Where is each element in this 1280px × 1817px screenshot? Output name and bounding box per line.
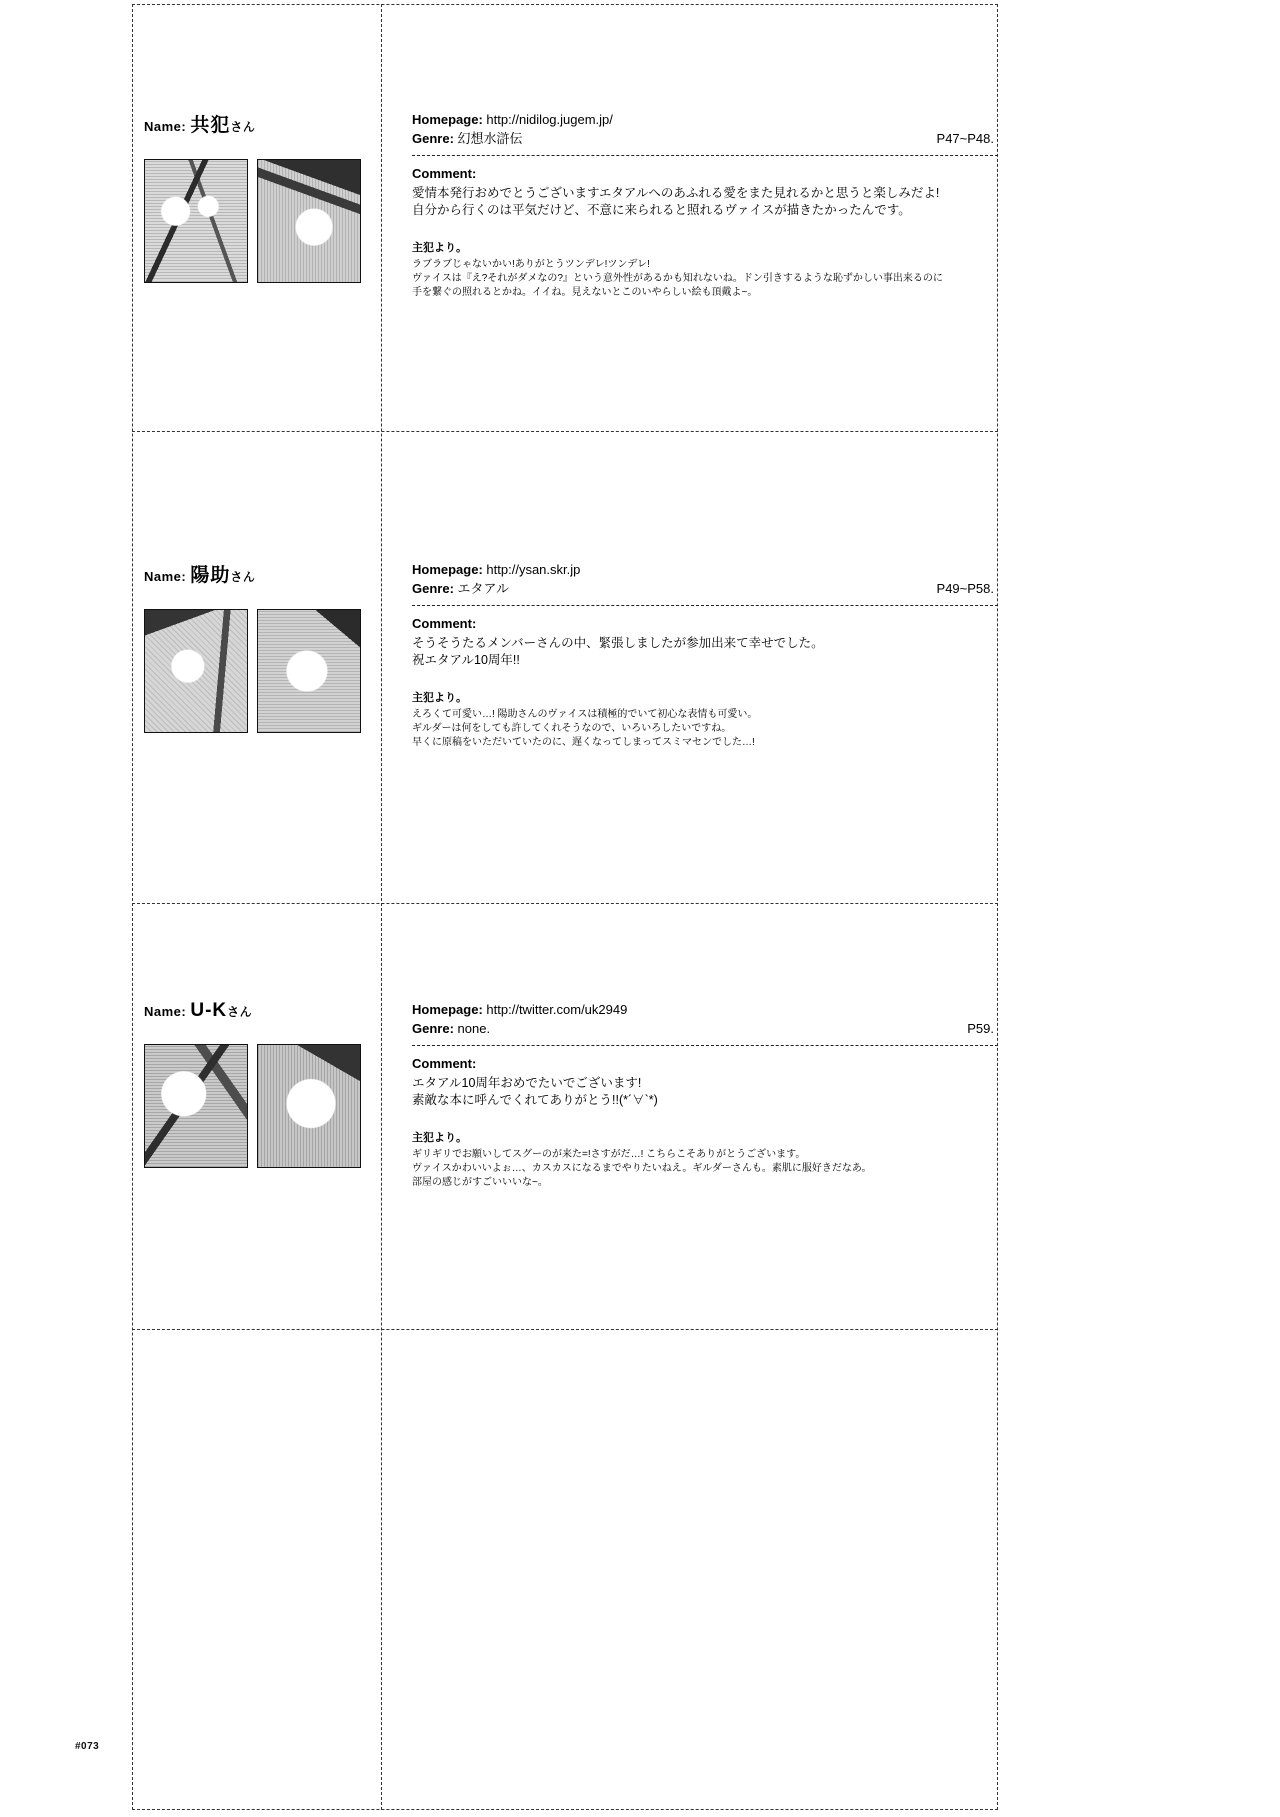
contributor-details [412,560,998,750]
contributor-details [412,1000,998,1190]
comment-line: 自分から行くのは平気だけど、不意に来られると照れるヴァイスが描きたかったんです。 [412,203,911,217]
genre-value: エタアル [457,581,510,596]
reply-line: ヴァイスかわいいよぉ…、カスカスになるまでやりたいねえ。ギルダーさんも。素肌に服好きだなあ。 [412,1163,872,1174]
contributor-name-block [132,560,381,733]
artwork-thumbnail [257,609,361,733]
artwork-thumbnail [257,1044,361,1168]
contributor-name-block [132,110,381,283]
reply-label: 主犯より。 [412,692,467,704]
contributor-name: 陽助 [190,565,231,586]
homepage-url[interactable]: http://ysan.skr.jp [486,562,581,577]
comment-label: Comment: [412,616,477,631]
reply-line: 手を繋ぐの照れるとかね。イイね。見えないとこのいやらしい絵も頂戴よ~。 [412,287,758,298]
contributor-details [412,110,998,300]
name-label: Name: [144,569,187,584]
genre-value: none. [457,1021,491,1036]
reply-line: 早くに原稿をいただいていたのに、遅くなってしまってスミマセンでした…! [412,737,755,748]
homepage-url[interactable]: http://nidilog.jugem.jp/ [486,112,613,127]
dashed-rule [412,155,998,156]
homepage-line [412,560,998,579]
comment-line: 素敵な本に呼んでくれてありがとう!!(*´∀`*) [412,1093,658,1107]
reply-line: 部屋の感じがすごいいいな~。 [412,1177,548,1188]
reply-body [412,708,998,750]
row-separator-1 [132,431,998,432]
thumbnail-row [132,159,381,283]
genre-label: Genre: [412,131,454,146]
genre-label: Genre: [412,581,454,596]
artwork-thumbnail [257,159,361,283]
comment-line: 祝エタアル10周年!! [412,653,520,667]
artwork-thumbnail [144,159,248,283]
name-label: Name: [144,1004,187,1019]
contributor-name-line [132,560,381,587]
homepage-label: Homepage: [412,112,483,127]
dashed-rule [412,605,998,606]
genre-label: Genre: [412,1021,454,1036]
thumbnail-row [132,1044,381,1168]
contributor-honorific: さん [227,1005,253,1019]
page-range: P59. [967,1021,994,1036]
reply-body [412,258,998,300]
homepage-label: Homepage: [412,562,483,577]
page-range: P49~P58. [936,581,994,596]
artwork-image [258,610,360,732]
artwork-image [145,1045,247,1167]
artwork-thumbnail [144,609,248,733]
column-divider [381,4,382,1810]
reply-line: えろくて可愛い…! 陽助さんのヴァイスは積極的でいて初心な表情も可愛い。 [412,709,758,720]
contributor-name-line [132,110,381,137]
row-separator-3 [132,1329,998,1330]
reply-label: 主犯より。 [412,1132,467,1144]
row-separator-2 [132,903,998,904]
page-folio: #073 [75,1741,100,1752]
genre-value: 幻想水滸伝 [457,131,523,146]
contributor-name-block [132,1000,381,1168]
homepage-label: Homepage: [412,1002,483,1017]
comment-line: そうそうたるメンバーさんの中、緊張しましたが参加出来て幸せでした。 [412,636,824,650]
page-range: P47~P48. [936,131,994,146]
reply-line: ヴァイスは『え?それがダメなの?』という意外性があるかも知れないね。ドン引きするような恥ずかしい事出来るのに [412,273,943,284]
artwork-image [145,160,247,282]
homepage-url[interactable]: http://twitter.com/uk2949 [486,1002,628,1017]
comment-body [412,1075,998,1109]
contributor-name: 共犯 [190,115,231,136]
contributor-name: U-K [190,1000,228,1021]
comment-body [412,185,998,219]
reply-body [412,1148,998,1190]
comment-line: 愛情本発行おめでとうございますエタアルへのあふれる愛をまた見れるかと思うと楽しみだよ! [412,186,940,200]
artwork-thumbnail [144,1044,248,1168]
reply-line: ギリギリでお願いしてスグーのが来た=!さすがだ…! こちらこそありがとうございます。 [412,1149,806,1160]
reply-line: ギルダーは何をしても許してくれそうなので、いろいろしたいですね。 [412,723,732,734]
comment-label: Comment: [412,166,477,181]
name-label: Name: [144,119,187,134]
reply-label: 主犯より。 [412,242,467,254]
artwork-image [258,1045,360,1167]
comment-label: Comment: [412,1056,477,1071]
homepage-line [412,110,998,129]
contributor-honorific: さん [230,570,256,584]
artwork-image [258,160,360,282]
reply-line: ラブラブじゃないかい!ありがとうツンデレ!ツンデレ! [412,259,650,270]
artwork-image [145,610,247,732]
dashed-rule [412,1045,998,1046]
comment-line: エタアル10周年おめでたいでございます! [412,1076,642,1090]
homepage-line [412,1000,998,1019]
comment-body [412,635,998,669]
contributor-name-line [132,1000,381,1022]
contributor-honorific: さん [230,120,256,134]
thumbnail-row [132,609,381,733]
